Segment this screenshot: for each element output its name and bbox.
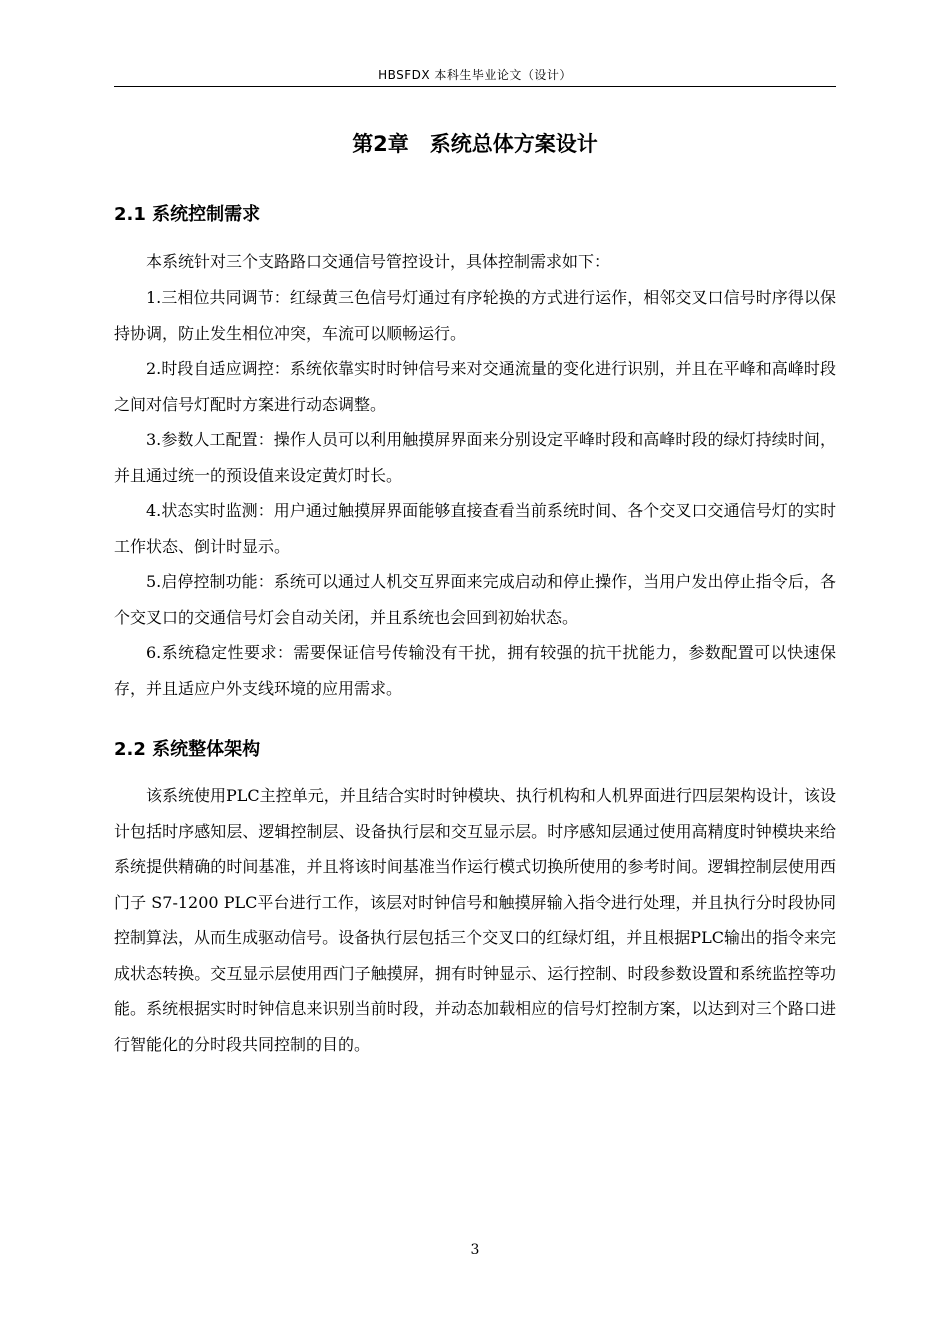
header-rule (114, 86, 836, 87)
paragraph: 3.参数人工配置：操作人员可以利用触摸屏界面来分别设定平峰时段和高峰时段的绿灯持续时间，并且通过统一的预设值来设定黄灯时长。 (114, 430, 836, 485)
chapter-title: 第2章 系统总体方案设计 (352, 132, 598, 156)
paragraph: 1.三相位共同调节：红绿黄三色信号灯通过有序轮换的方式进行运作，相邻交叉口信号时序得以保持协调，防止发生相位冲突，车流可以顺畅运行。 (114, 288, 836, 343)
paragraph: 2.时段自适应调控：系统依靠实时时钟信号来对交通流量的变化进行识别，并且在平峰和高峰时段之间对信号灯配时方案进行动态调整。 (114, 359, 836, 414)
paragraph: 5.启停控制功能：系统可以通过人机交互界面来完成启动和停止操作，当用户发出停止指令后，各个交叉口的交通信号灯会自动关闭，并且系统也会回到初始状态。 (114, 572, 836, 627)
paragraph: 该系统使用PLC主控单元，并且结合实时时钟模块、执行机构和人机界面进行四层架构设计，该设计包括时序感知层、逻辑控制层、设备执行层和交互显示层。时序感知层通过使用高精度时钟模块来给系统提供精确的时间基准，并且将该时间基准当作运行模式切换所使用的参考时间。逻辑控制层使用西门子 S7-1200 PLC平台进行工作，该层对时钟信号和触摸屏输入指令进行处理，并且执行分时段协同控制算法，从而生成驱动信号。设备执行层包括三个交叉口的红绿灯组，并且根据PLC输出的指令来完成状态转换。交互显示层使用西门子触摸屏，拥有时钟显示、运行控制、时段参数设置和系统监控等功能。系统根据实时时钟信息来识别当前时段，并动态加载相应的信号灯控制方案，以达到对三个路口进行智能化的分时段共同控制的目的。 (114, 786, 836, 1054)
running-header: HBSFDX 本科生毕业论文（设计） (378, 68, 572, 82)
paragraph: 4.状态实时监测：用户通过触摸屏界面能够直接查看当前系统时间、各个交叉口交通信号灯的实时工作状态、倒计时显示。 (114, 501, 836, 556)
section-title-2-2: 2.2 系统整体架构 (114, 739, 261, 760)
page-number: 3 (470, 1242, 480, 1258)
paragraph: 6.系统稳定性要求：需要保证信号传输没有干扰，拥有较强的抗干扰能力，参数配置可以快速保存，并且适应户外支线环境的应用需求。 (114, 643, 836, 698)
paragraph: 本系统针对三个支路路口交通信号管控设计，具体控制需求如下： (146, 252, 611, 271)
section-title-2-1: 2.1 系统控制需求 (114, 204, 261, 225)
